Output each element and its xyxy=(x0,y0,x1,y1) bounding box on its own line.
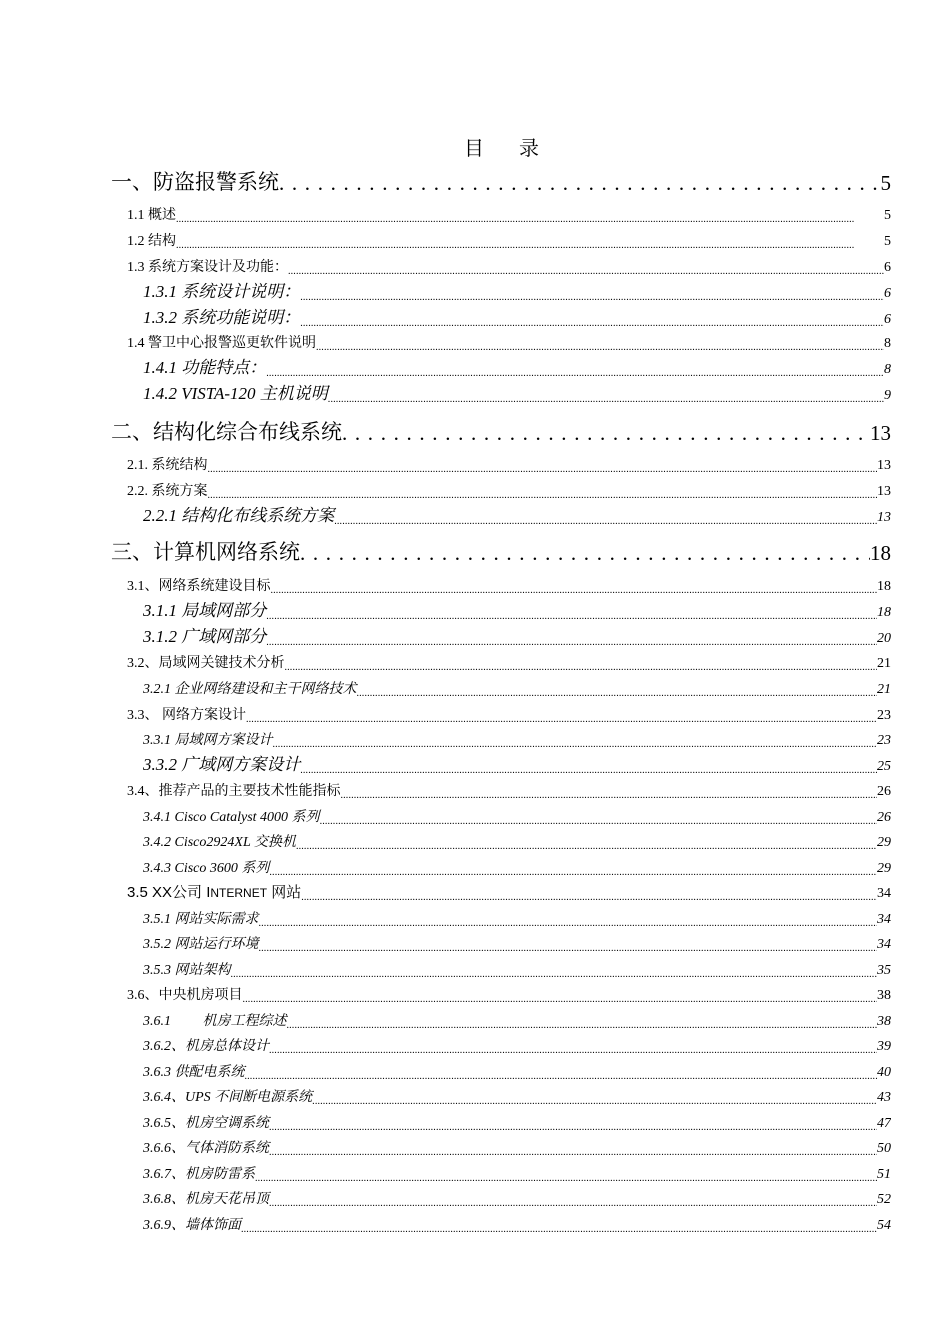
toc-entry[interactable] xyxy=(143,753,891,775)
toc-page-number: 34 xyxy=(877,886,891,901)
toc-page-number: 13 xyxy=(870,421,891,445)
toc-leader xyxy=(288,262,884,276)
toc-page-number: 47 xyxy=(877,1116,891,1131)
toc-entry[interactable] xyxy=(143,1188,891,1208)
toc-entry-text: 3.3.2 广域网方案设计 xyxy=(143,755,301,774)
toc-entry[interactable] xyxy=(127,256,891,276)
toc-entry-text: 3.5.1 网站实际需求 xyxy=(143,912,259,927)
toc-entry[interactable] xyxy=(111,166,891,196)
toc-entry[interactable] xyxy=(143,933,891,953)
toc-leader xyxy=(328,390,884,404)
toc-leader xyxy=(342,424,870,446)
toc-leader xyxy=(271,581,878,595)
toc-leader xyxy=(269,1194,877,1208)
toc-leader xyxy=(269,1041,877,1055)
toc-leader xyxy=(266,607,877,621)
toc-entry[interactable] xyxy=(143,678,891,698)
toc-entry[interactable] xyxy=(143,729,891,749)
toc-leader xyxy=(176,210,884,224)
toc-page-number: 54 xyxy=(877,1218,891,1233)
toc-entry[interactable] xyxy=(143,1163,891,1183)
toc-entry[interactable] xyxy=(143,306,891,328)
toc-entry-text: 3.5 XX公司 INTERNET 网站 xyxy=(127,884,302,901)
toc-entry[interactable] xyxy=(143,599,891,621)
page-title: 目 录 xyxy=(464,138,539,160)
toc-leader xyxy=(266,364,884,378)
toc-entry[interactable] xyxy=(127,575,891,595)
toc-page-number: 23 xyxy=(877,708,891,723)
toc-page-number: 35 xyxy=(877,963,891,978)
toc-entry[interactable] xyxy=(127,204,891,224)
toc-entry[interactable] xyxy=(127,652,891,672)
toc-entry-text: 3.6.8、机房天花吊顶 xyxy=(143,1192,269,1207)
toc-page-number: 8 xyxy=(884,336,891,351)
toc-page-number: 5 xyxy=(884,234,891,249)
toc-entry[interactable] xyxy=(127,704,891,724)
toc-page-number: 50 xyxy=(877,1141,891,1156)
toc-entry[interactable] xyxy=(143,959,891,979)
toc-page-number: 6 xyxy=(884,286,891,301)
toc-entry-text: 二、结构化综合布线系统 xyxy=(111,420,342,444)
toc-entry[interactable] xyxy=(143,1086,891,1106)
toc-entry[interactable] xyxy=(143,625,891,647)
toc-page-number: 21 xyxy=(877,656,891,671)
toc-page-number: 38 xyxy=(877,1014,891,1029)
toc-leader xyxy=(243,990,878,1004)
toc-leader xyxy=(357,684,878,698)
toc-page-number: 34 xyxy=(877,937,891,952)
toc-page-number: 18 xyxy=(877,605,891,620)
toc-entry-text: 1.1 概述 xyxy=(127,208,176,223)
toc-entry[interactable] xyxy=(127,480,891,500)
toc-entry[interactable] xyxy=(143,280,891,302)
toc-entry-text: 1.4 警卫中心报警巡更软件说明 xyxy=(127,336,316,351)
toc-leader xyxy=(259,939,878,953)
toc-leader xyxy=(279,174,881,196)
toc-entry-text: 1.4.1 功能特点： xyxy=(143,358,267,377)
toc-entry[interactable] xyxy=(143,1214,891,1234)
toc-entry-text: 三、计算机网络系统 xyxy=(111,540,300,564)
toc-entry-text: 3.6.1 机房工程综述 xyxy=(143,1014,287,1029)
toc-leader xyxy=(266,633,877,647)
toc-entry-text: 3.6.7、机房防雷系 xyxy=(143,1167,255,1182)
toc-page-number: 43 xyxy=(877,1090,891,1105)
toc-entry[interactable] xyxy=(111,416,891,446)
toc-leader xyxy=(300,288,884,302)
toc-entry[interactable] xyxy=(127,454,891,474)
toc-page-number: 20 xyxy=(877,631,891,646)
toc-leader xyxy=(301,888,877,902)
toc-leader xyxy=(255,1169,877,1183)
toc-leader xyxy=(312,1092,877,1106)
toc-entry-text: 3.1.1 局域网部分 xyxy=(143,601,267,620)
toc-entry-text: 1.2 结构 xyxy=(127,234,176,249)
toc-page-number: 34 xyxy=(877,912,891,927)
toc-page-number: 25 xyxy=(877,759,891,774)
toc-entry-text: 1.3.1 系统设计说明： xyxy=(143,282,301,301)
toc-leader xyxy=(259,914,878,928)
toc-entry-text: 3.6.4、UPS 不间断电源系统 xyxy=(143,1090,313,1105)
toc-page-number: 26 xyxy=(877,784,891,799)
toc-leader xyxy=(208,460,878,474)
toc-entry-text: 3.4.1 Cisco Catalyst 4000 系列 xyxy=(143,810,320,825)
toc-leader xyxy=(300,314,884,328)
toc-page-number: 18 xyxy=(877,579,891,594)
toc-entry-text: 3.6.3 供配电系统 xyxy=(143,1065,245,1080)
toc-entry[interactable] xyxy=(127,984,891,1004)
toc-entry[interactable] xyxy=(127,882,891,902)
toc-leader xyxy=(273,735,878,749)
toc-leader xyxy=(176,236,884,250)
toc-page-number: 51 xyxy=(877,1167,891,1182)
toc-entry-text: 1.4.2 VISTA-120 主机说明 xyxy=(143,384,328,403)
toc-entry[interactable] xyxy=(143,1035,891,1055)
toc-leader xyxy=(269,1143,877,1157)
toc-page-number: 52 xyxy=(877,1192,891,1207)
toc-leader xyxy=(285,658,878,672)
toc-entry[interactable] xyxy=(143,382,891,404)
toc-page-number: 29 xyxy=(877,835,891,850)
toc-leader xyxy=(300,761,877,775)
toc-page-number: 40 xyxy=(877,1065,891,1080)
toc-leader xyxy=(241,1220,877,1234)
toc-leader xyxy=(341,786,878,800)
toc-leader xyxy=(316,338,884,352)
toc-page-number: 9 xyxy=(884,388,891,403)
toc-entry[interactable] xyxy=(127,230,891,250)
toc-entry-text: 2.2. 系统方案 xyxy=(127,484,208,499)
toc-entry[interactable] xyxy=(143,504,891,526)
toc-page-number: 5 xyxy=(884,208,891,223)
toc-entry-text: 3.3、 网络方案设计 xyxy=(127,708,246,723)
toc-page-number: 39 xyxy=(877,1039,891,1054)
toc-page-number: 26 xyxy=(877,810,891,825)
toc-page-number: 8 xyxy=(884,362,891,377)
toc-page-number: 21 xyxy=(877,682,891,697)
toc-page-number: 13 xyxy=(877,458,891,473)
toc-entry[interactable] xyxy=(143,1137,891,1157)
toc-entry[interactable] xyxy=(143,1010,891,1030)
toc-entry-text: 3.1、网络系统建设目标 xyxy=(127,579,271,594)
toc-page-number: 18 xyxy=(870,541,891,565)
toc-entry-text: 1.3.2 系统功能说明： xyxy=(143,308,301,327)
toc-entry[interactable] xyxy=(143,806,891,826)
toc-entry-text: 3.3.1 局域网方案设计 xyxy=(143,733,273,748)
toc-entry-text: 3.4.3 Cisco 3600 系列 xyxy=(143,861,270,876)
toc-entry-text: 3.4、推荐产品的主要技术性能指标 xyxy=(127,784,341,799)
toc-entry[interactable] xyxy=(143,831,891,851)
toc-page-number: 13 xyxy=(877,484,891,499)
toc-leader xyxy=(334,512,877,526)
toc-entry[interactable] xyxy=(143,857,891,877)
toc-leader xyxy=(231,965,878,979)
toc-page-number: 6 xyxy=(884,312,891,327)
toc-entry[interactable] xyxy=(143,356,891,378)
toc-entry-text: 一、防盗报警系统 xyxy=(111,170,279,194)
toc-entry-text: 3.5.3 网站架构 xyxy=(143,963,231,978)
toc-entry-text: 3.4.2 Cisco2924XL 交换机 xyxy=(143,835,296,850)
toc-entry-text: 1.3 系统方案设计及功能： xyxy=(127,260,288,275)
toc-entry-text: 2.1. 系统结构 xyxy=(127,458,208,473)
toc-entry-text: 3.6.6、气体消防系统 xyxy=(143,1141,269,1156)
toc-entry-text: 3.2.1 企业网络建设和主干网络技术 xyxy=(143,682,357,697)
toc-page-number: 13 xyxy=(877,510,891,525)
toc-page-number: 29 xyxy=(877,861,891,876)
toc-leader xyxy=(320,812,877,826)
toc-page-number: 38 xyxy=(877,988,891,1003)
toc-page-number: 6 xyxy=(884,260,891,275)
toc-entry-text: 3.2、局域网关键技术分析 xyxy=(127,656,285,671)
toc-entry-text: 3.6.5、机房空调系统 xyxy=(143,1116,269,1131)
toc-entry-text: 3.6.2、机房总体设计 xyxy=(143,1039,269,1054)
toc-entry-text: 2.2.1 结构化布线系统方案 xyxy=(143,506,335,525)
toc-entry[interactable] xyxy=(143,908,891,928)
toc-entry[interactable] xyxy=(143,1061,891,1081)
toc-entry[interactable] xyxy=(111,536,891,566)
toc-entry[interactable] xyxy=(127,780,891,800)
toc-page-number: 5 xyxy=(880,171,891,195)
toc-entry-text: 3.6、中央机房项目 xyxy=(127,988,243,1003)
toc-entry[interactable] xyxy=(143,1112,891,1132)
toc-entry-text: 3.5.2 网站运行环境 xyxy=(143,937,259,952)
toc-entry-text: 3.6.9、墙体饰面 xyxy=(143,1218,241,1233)
toc-leader xyxy=(208,486,878,500)
toc-leader xyxy=(269,1118,877,1132)
toc-leader xyxy=(269,863,877,877)
toc-entry-text: 3.1.2 广域网部分 xyxy=(143,627,267,646)
toc-leader xyxy=(246,710,877,724)
toc-leader xyxy=(300,544,870,566)
toc-leader xyxy=(296,837,877,851)
toc-leader xyxy=(287,1016,878,1030)
toc-leader xyxy=(245,1067,878,1081)
toc-page-number: 23 xyxy=(877,733,891,748)
toc-entry[interactable] xyxy=(127,332,891,352)
